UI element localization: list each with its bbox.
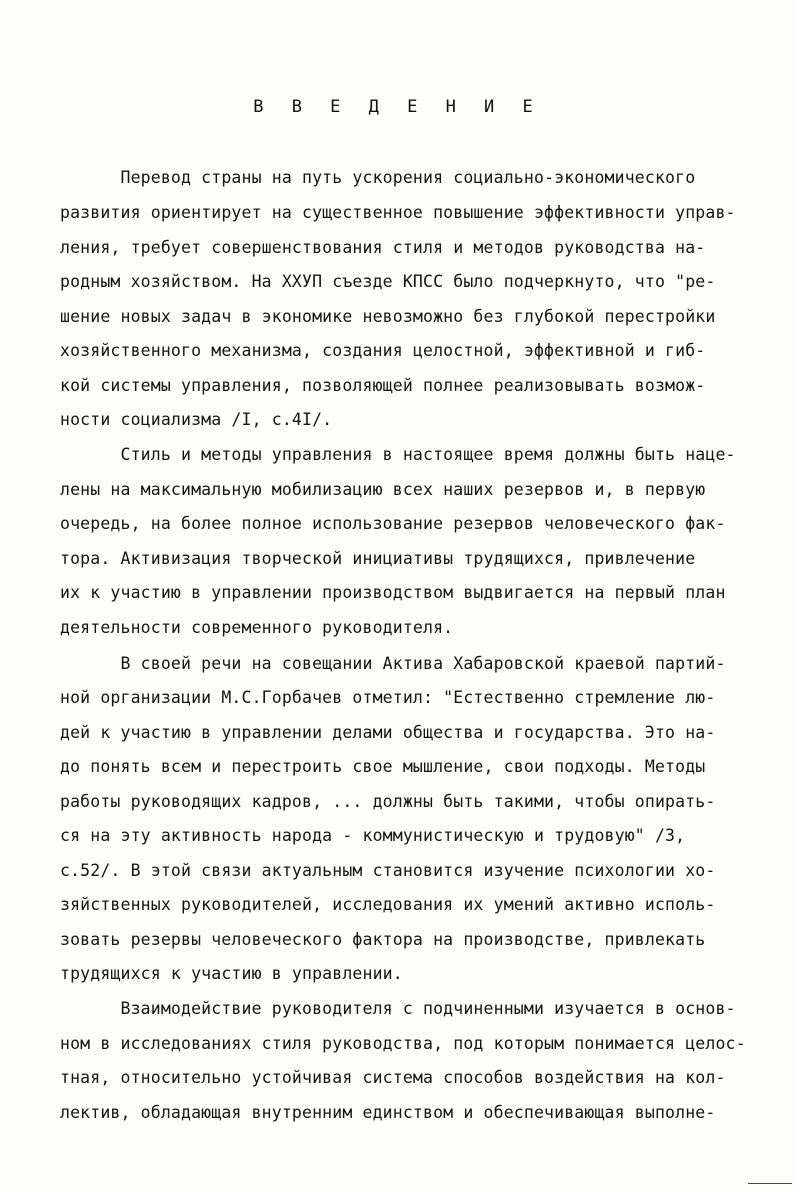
text-line: развития ориентирует на существенное повышение эффективности управ- [60, 203, 736, 222]
text-line: Стиль и методы управления в настоящее время должны быть наце- [60, 445, 736, 464]
text-line: ления, требует совершенствования стиля и методов руководства на- [60, 238, 706, 257]
page-title: В В Е Д Е Н И Е [253, 97, 542, 117]
text-line: зовать резервы человеческого фактора на производстве, привлекать [60, 930, 706, 949]
text-line: работы руководящих кадров, ... должны быть такими, чтобы опирать- [60, 792, 716, 811]
text-line: с.52/. В этой связи актуальным становится изучение психологии хо- [60, 861, 716, 880]
text-line: зяйственных руководителей, исследования их умений активно исполь- [60, 895, 716, 914]
text-line: ном в исследованиях стиля руководства, под которым понимается целос- [60, 1034, 746, 1053]
text-line: шение новых задач в экономике невозможно без глубокой перестройки [60, 307, 716, 326]
text-line: до понять всем и перестроить свое мышление, свои подходы. Методы [60, 757, 706, 776]
text-line: кой системы управления, позволяющей полнее реализовывать возмож- [60, 376, 706, 395]
text-line: Перевод страны на путь ускорения социально-экономического [60, 168, 696, 187]
text-line: ности социализма /I, с.4I/. [60, 410, 333, 429]
text-line: деятельности современного руководителя. [60, 618, 454, 637]
text-line: ся на эту активность народа - коммунистическую и трудовую" /3, [60, 826, 686, 845]
text-line: ной организации М.С.Горбачев отметил: "Естественно стремление лю- [60, 688, 716, 707]
text-line: дей к участию в управлении делами общества и государства. Это на- [60, 723, 716, 742]
text-line: Взаимодействие руководителя с подчиненными изучается в основ- [60, 999, 736, 1018]
text-line: очередь, на более полное использование резервов человеческого фак- [60, 514, 726, 533]
text-line: родным хозяйством. На ХХУП съезде КПСС было подчеркнуто, что "ре- [60, 272, 716, 291]
text-line: лектив, обладающая внутренним единством и обеспечивающая выполне- [60, 1103, 716, 1122]
text-line: тная, относительно устойчивая система способов воздействия на кол- [60, 1068, 726, 1087]
scan-edge-mark [748, 1183, 792, 1184]
text-line: тора. Активизация творческой инициативы трудящихся, привлечение [60, 549, 696, 568]
text-line: хозяйственного механизма, создания целостной, эффективной и гиб- [60, 341, 706, 360]
text-line: их к участию в управлении производством выдвигается на первый план [60, 583, 726, 602]
text-line: трудящихся к участию в управлении. [60, 964, 403, 983]
text-line: В своей речи на совещании Актива Хабаровской краевой партий- [60, 654, 726, 673]
text-line: лены на максимальную мобилизацию всех наших резервов и, в первую [60, 480, 706, 499]
